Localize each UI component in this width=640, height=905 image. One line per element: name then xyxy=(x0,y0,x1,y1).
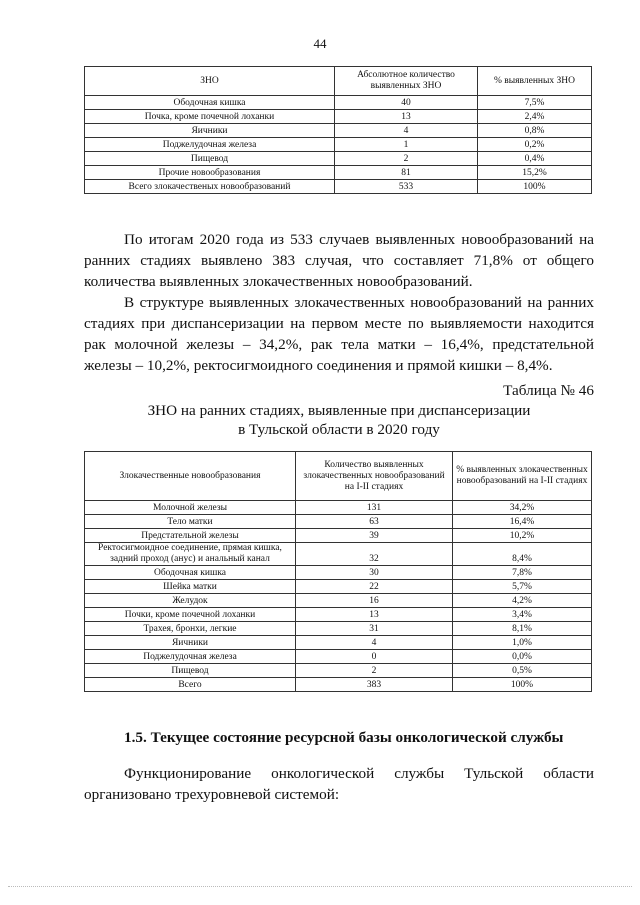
table-zno-early-stages xyxy=(84,451,592,692)
table-cell: Трахея, бронхи, легкие xyxy=(85,622,296,636)
table-cell: 30 xyxy=(296,566,453,580)
table-zno-detected xyxy=(84,66,592,194)
section-heading: 1.5. Текущее состояние ресурсной базы онкологической службы xyxy=(124,729,564,746)
page-number: 44 xyxy=(313,36,327,51)
table-cell: 2,4% xyxy=(478,110,592,124)
table-cell: Яичники xyxy=(85,636,296,650)
table-cell: 8,4% xyxy=(453,543,592,566)
table-cell: 16 xyxy=(296,594,453,608)
table-cell: 0,2% xyxy=(478,138,592,152)
table-row xyxy=(85,515,592,529)
table-cell: Пищевод xyxy=(85,152,335,166)
table-cell: 100% xyxy=(453,678,592,692)
table-cell: Почка, кроме почечной лоханки xyxy=(85,110,335,124)
table-cell: 31 xyxy=(296,622,453,636)
table-cell: 1 xyxy=(335,138,478,152)
table-cell: 22 xyxy=(296,580,453,594)
table-cell: 8,1% xyxy=(453,622,592,636)
table-cell: Ободочная кишка xyxy=(85,96,335,110)
table-cell: Пищевод xyxy=(85,664,296,678)
table-cell: 7,8% xyxy=(453,566,592,580)
table-row xyxy=(85,501,592,515)
table-cell: 0 xyxy=(296,650,453,664)
table-row xyxy=(85,138,592,152)
table-cell: 0,5% xyxy=(453,664,592,678)
table-row xyxy=(85,580,592,594)
table-header-cell: % выявленных ЗНО xyxy=(478,67,592,96)
paragraph: По итогам 2020 года из 533 случаев выявленных новообразований на ранних стадиях выявлено 383 случая, что составляет 71,8% от общего количества выявленных злокачественных новообразований. xyxy=(84,231,594,290)
table-row xyxy=(85,152,592,166)
table-cell: 1,0% xyxy=(453,636,592,650)
table-cell: Ректосигмоидное соединение, прямая кишка, задний проход (анус) и анальный канал xyxy=(85,543,296,566)
table-row xyxy=(85,110,592,124)
table-row xyxy=(85,180,592,194)
table-cell: 3,4% xyxy=(453,608,592,622)
paragraph: В структуре выявленных злокачественных новообразований на ранних стадиях при диспансеризации на первом месте по выявляемости находится рак молочной железы – 34,2%, рак тела матки – 16,4%, предстательной железы – 10,2%, ректосигмоидного соединения и прямой кишки – 8,4%. xyxy=(84,294,594,374)
table-cell: Желудок xyxy=(85,594,296,608)
page-bottom-divider xyxy=(8,886,632,887)
table-cell: 5,7% xyxy=(453,580,592,594)
table-cell: Предстательной железы xyxy=(85,529,296,543)
table-cell: 39 xyxy=(296,529,453,543)
table-cell: 100% xyxy=(478,180,592,194)
table-number: Таблица № 46 xyxy=(503,382,594,399)
table-header-row xyxy=(85,67,592,96)
table-row xyxy=(85,543,592,566)
table-cell: 2 xyxy=(335,152,478,166)
table-row xyxy=(85,678,592,692)
table-row xyxy=(85,622,592,636)
table-cell: 13 xyxy=(335,110,478,124)
table-cell: Поджелудочная железа xyxy=(85,650,296,664)
table-cell: 0,4% xyxy=(478,152,592,166)
table-header-row xyxy=(85,452,592,501)
table-cell: 533 xyxy=(335,180,478,194)
table-row xyxy=(85,608,592,622)
table-cell: 4 xyxy=(335,124,478,138)
table-row xyxy=(85,96,592,110)
table-cell: Тело матки xyxy=(85,515,296,529)
table-cell: Всего xyxy=(85,678,296,692)
table-row xyxy=(85,124,592,138)
table-cell: 10,2% xyxy=(453,529,592,543)
table-cell: Ободочная кишка xyxy=(85,566,296,580)
table-header-cell: Количество выявленных злокачественных новообразований на I-II стадиях xyxy=(296,452,453,501)
table-cell: 0,8% xyxy=(478,124,592,138)
table-header-cell: % выявленных злокачественных новообразований на I-II стадиях xyxy=(453,452,592,501)
table-cell: 63 xyxy=(296,515,453,529)
table-cell: 131 xyxy=(296,501,453,515)
table-title-line: в Тульской области в 2020 году xyxy=(238,421,440,438)
table-row xyxy=(85,636,592,650)
table-cell: 34,2% xyxy=(453,501,592,515)
table-cell: Всего злокачественых новообразований xyxy=(85,180,335,194)
table-cell: 4 xyxy=(296,636,453,650)
table-row xyxy=(85,664,592,678)
table-cell: 40 xyxy=(335,96,478,110)
table-row xyxy=(85,166,592,180)
table-cell: 2 xyxy=(296,664,453,678)
table-cell: Шейка матки xyxy=(85,580,296,594)
table-title-line: ЗНО на ранних стадиях, выявленные при диспансеризации xyxy=(147,402,531,419)
table-title xyxy=(84,401,594,439)
table-row xyxy=(85,650,592,664)
table-cell: 15,2% xyxy=(478,166,592,180)
table-cell: 81 xyxy=(335,166,478,180)
table-cell: 7,5% xyxy=(478,96,592,110)
table-cell: 32 xyxy=(296,543,453,566)
table-cell: 16,4% xyxy=(453,515,592,529)
table-cell: 4,2% xyxy=(453,594,592,608)
paragraph: Функционирование онкологической службы Тульской области организовано трехуровневой системой: xyxy=(84,765,594,803)
table-cell: Яичники xyxy=(85,124,335,138)
table-cell: Молочной железы xyxy=(85,501,296,515)
table-row xyxy=(85,566,592,580)
table-cell: 0,0% xyxy=(453,650,592,664)
table-header-cell: Абсолютное количество выявленных ЗНО xyxy=(335,67,478,96)
table-row xyxy=(85,594,592,608)
table-cell: Прочие новообразования xyxy=(85,166,335,180)
table-row xyxy=(85,529,592,543)
table-header-cell: ЗНО xyxy=(85,67,335,96)
table-cell: Почки, кроме почечной лоханки xyxy=(85,608,296,622)
table-header-cell: Злокачественные новообразования xyxy=(85,452,296,501)
table-cell: 13 xyxy=(296,608,453,622)
table-cell: Поджелудочная железа xyxy=(85,138,335,152)
table-cell: 383 xyxy=(296,678,453,692)
